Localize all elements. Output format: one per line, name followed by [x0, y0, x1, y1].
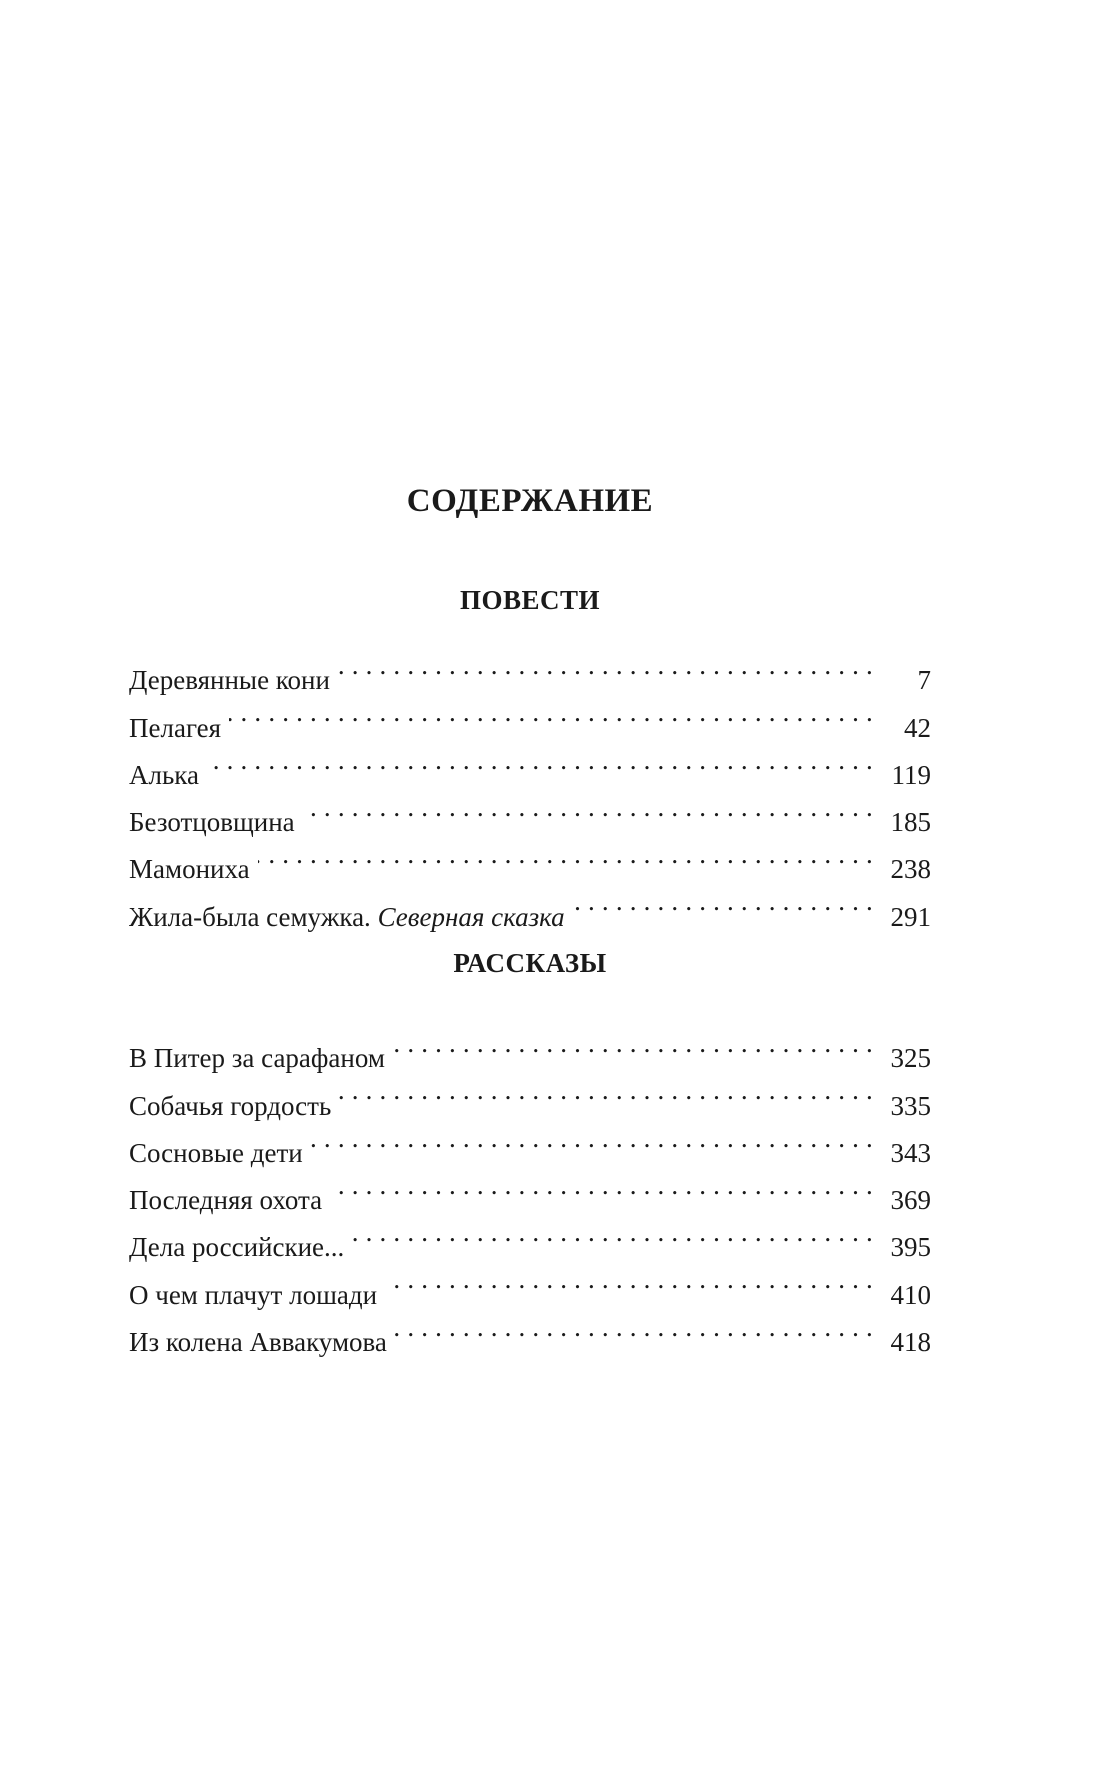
dot-leader — [385, 1256, 873, 1303]
dot-leader — [258, 831, 873, 878]
toc-entry[interactable] — [129, 737, 931, 790]
entry-title: Из колена Аввакумова — [129, 1327, 387, 1358]
toc-entry[interactable] — [129, 689, 931, 743]
entry-page-number: 119 — [891, 759, 931, 790]
entry-subtitle: Северная сказка — [377, 901, 565, 932]
entry-page-number: 418 — [890, 1327, 931, 1358]
entry-page-number: 185 — [890, 807, 931, 838]
toc-entry[interactable] — [129, 642, 931, 696]
entry-title: В Питер за сарафаном — [129, 1043, 385, 1074]
entry-title: Собачья гордость — [129, 1090, 332, 1121]
dot-leader — [207, 737, 873, 784]
entry-title: Деревянные кони — [129, 665, 330, 696]
toc-list-rasskazy — [129, 1020, 931, 1358]
entry-page-number: 291 — [890, 901, 931, 932]
entry-title: Сосновые дети — [129, 1137, 303, 1168]
section-heading-povesti: ПОВЕСТИ — [459, 585, 601, 615]
entry-title: Безотцовщина — [129, 807, 295, 838]
entry-page-number: 335 — [890, 1090, 931, 1121]
entry-title: Жила-была семужка. — [129, 901, 371, 932]
entry-page-number: 369 — [890, 1185, 931, 1216]
dot-leader — [573, 878, 873, 925]
dot-leader — [303, 784, 873, 831]
dot-leader — [393, 1020, 873, 1067]
section-heading-rasskazy: РАССКАЗЫ — [453, 948, 607, 978]
entry-title: Последняя охота — [129, 1185, 323, 1216]
entry-title: Алька — [129, 759, 199, 790]
entry-page-number: 42 — [904, 712, 931, 743]
dot-leader — [330, 1162, 873, 1209]
entry-page-number: 238 — [890, 854, 931, 885]
toc-list-povesti — [129, 642, 931, 932]
dot-leader — [229, 689, 873, 736]
dot-leader — [352, 1209, 873, 1256]
dot-leader — [311, 1115, 873, 1162]
entry-title: Дела российские... — [129, 1232, 345, 1263]
entry-page-number: 395 — [890, 1232, 931, 1263]
entry-page-number: 410 — [890, 1279, 931, 1310]
toc-entry[interactable] — [129, 784, 931, 838]
entry-page-number: 325 — [890, 1043, 931, 1074]
page-title: СОДЕРЖАНИЕ — [406, 483, 654, 519]
dot-leader — [338, 642, 873, 689]
entry-title: Пелагея — [129, 712, 222, 743]
entry-title: Мамониха — [129, 854, 250, 885]
entry-title: О чем плачут лошади — [129, 1279, 378, 1310]
dot-leader — [395, 1304, 873, 1351]
dot-leader — [339, 1067, 873, 1114]
entry-page-number: 7 — [917, 665, 931, 696]
entry-page-number: 343 — [890, 1137, 931, 1168]
toc-entry[interactable] — [129, 1020, 931, 1074]
